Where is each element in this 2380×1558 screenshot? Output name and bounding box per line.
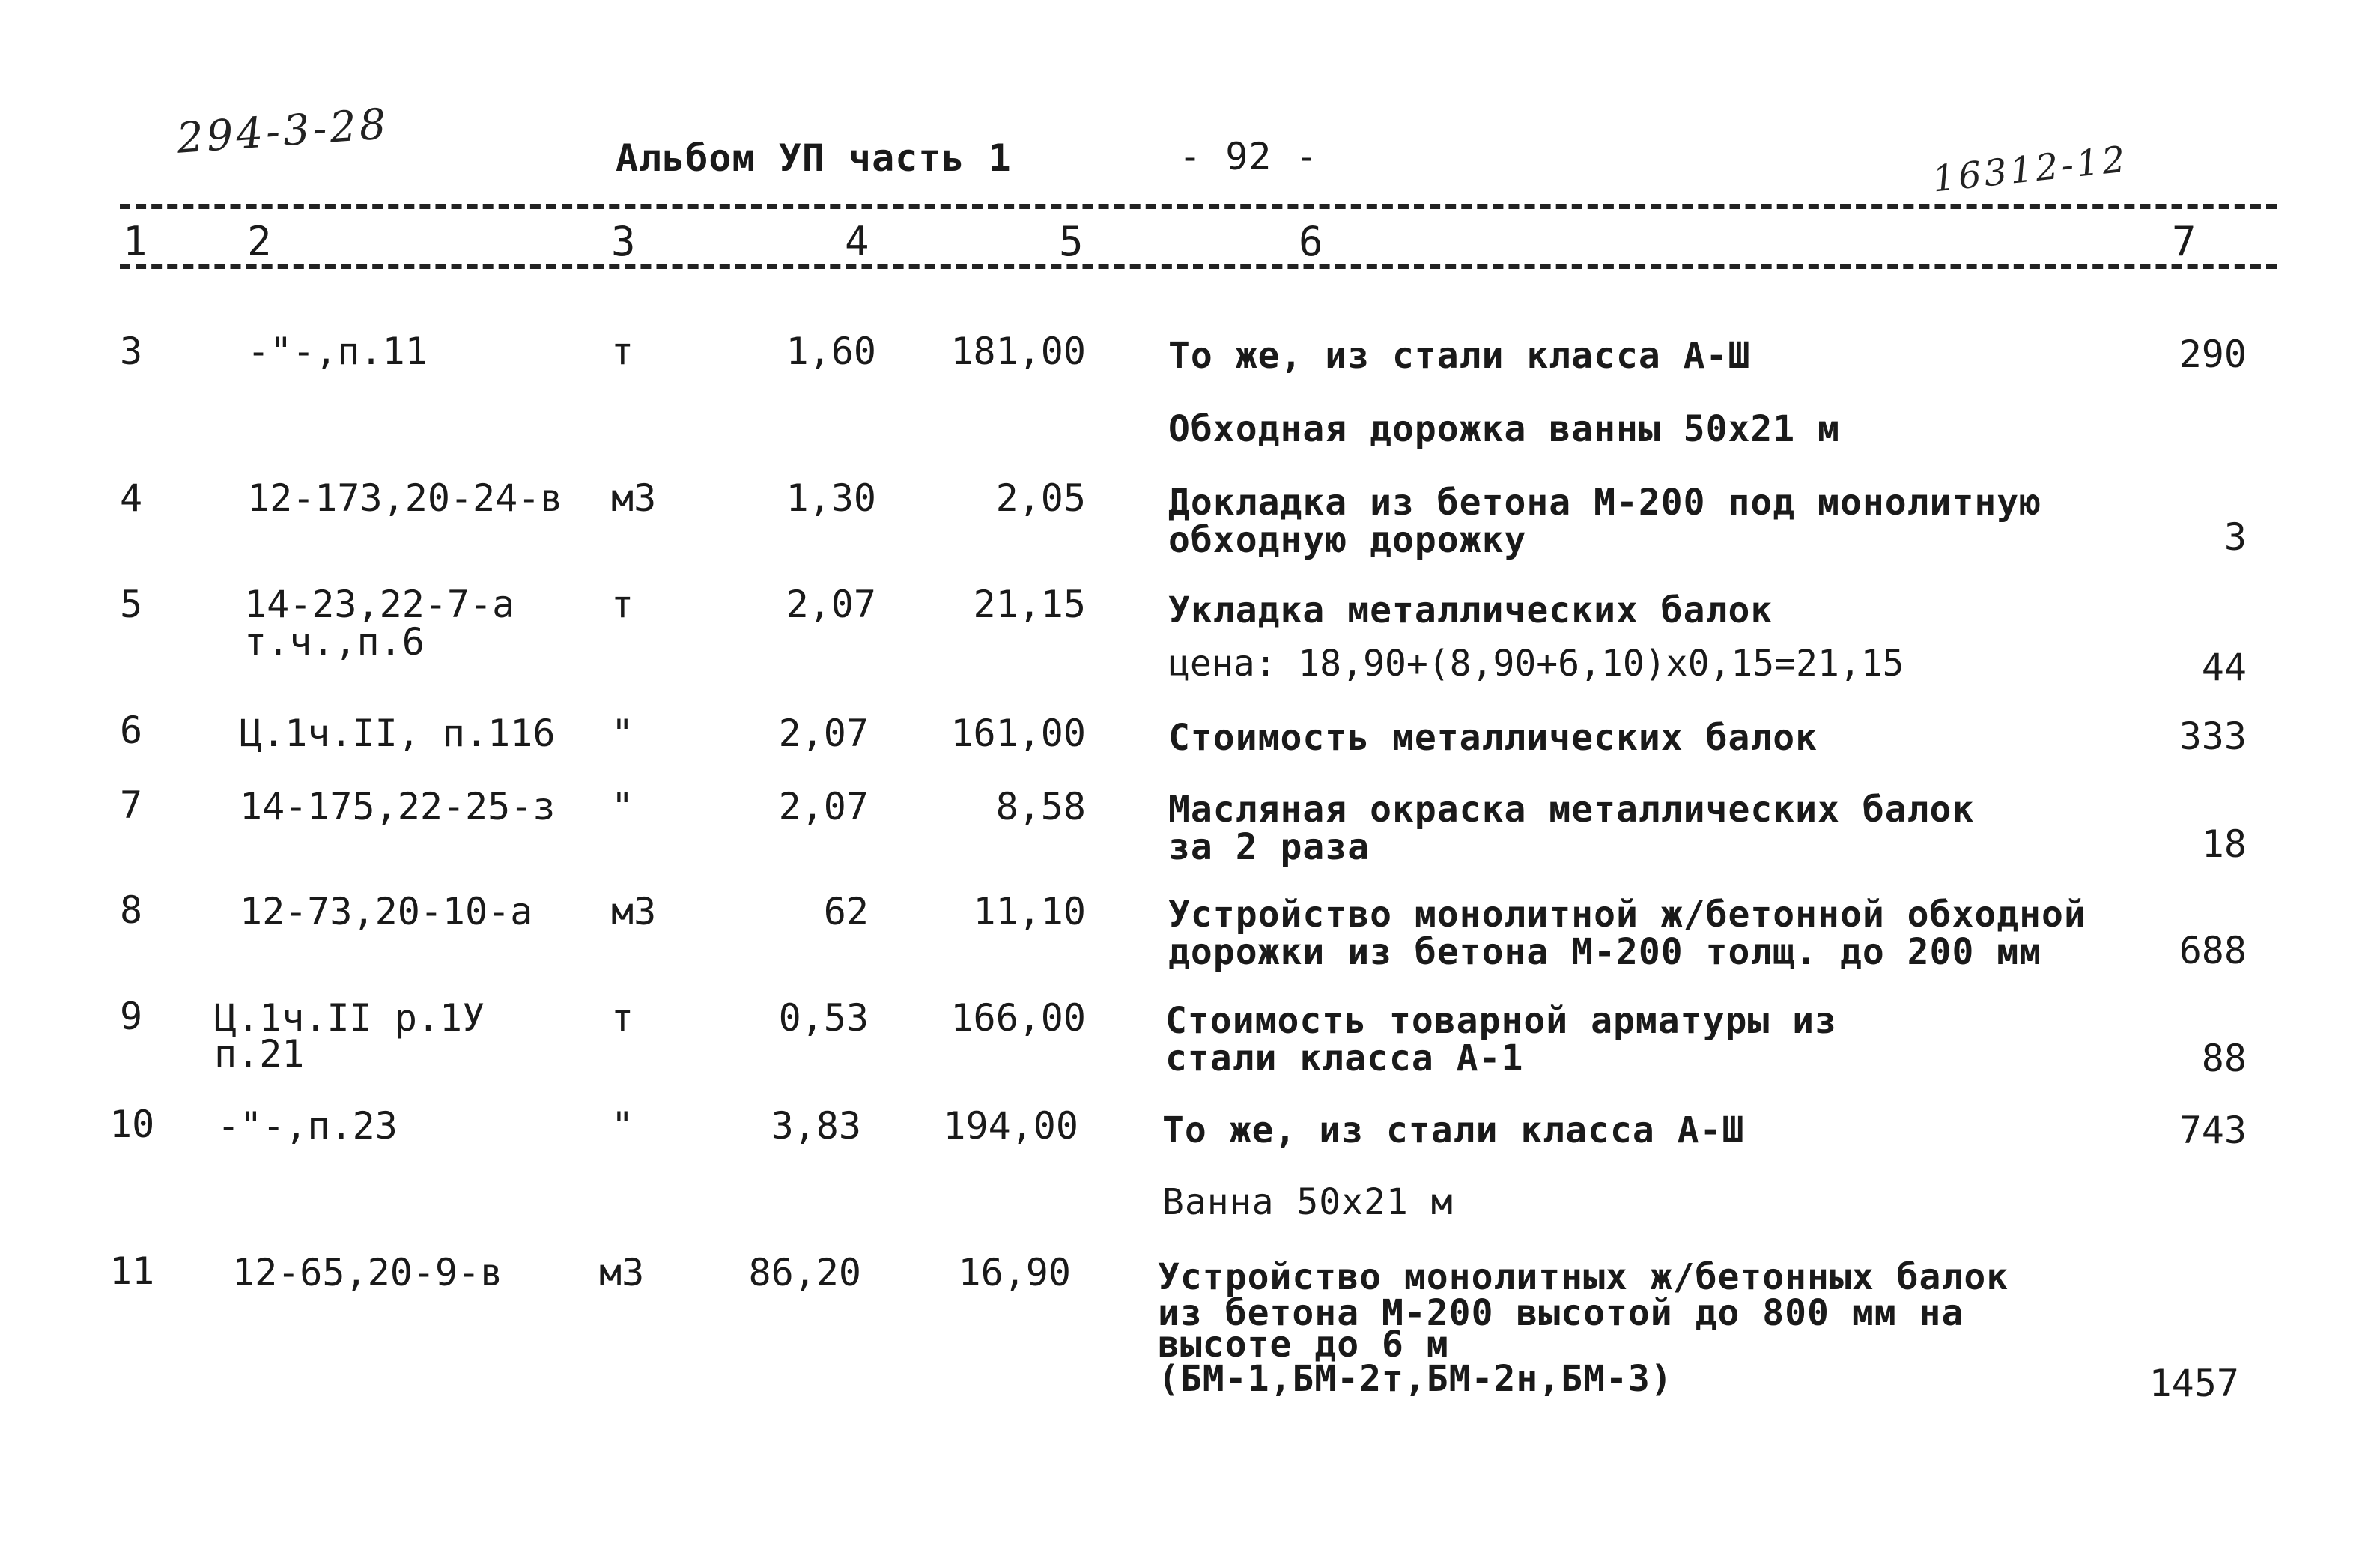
description-line: высоте до 6 м: [1158, 1324, 1449, 1365]
row-number: 8: [120, 888, 143, 932]
section-heading: Ванна 50x21 м: [1162, 1181, 1454, 1223]
row-number: 9: [120, 995, 143, 1038]
unit: м3: [599, 1251, 645, 1294]
description-line: за 2 раза: [1168, 826, 1370, 868]
reference-code: 14-175,22-25-з: [240, 785, 556, 828]
unit: ": [611, 712, 634, 755]
column-number: 1: [123, 218, 148, 265]
description-line: Укладка металлических балок: [1168, 589, 1773, 631]
description-line: стали класса А-1: [1165, 1037, 1524, 1079]
total: 688: [2179, 929, 2247, 972]
section-heading: Обходная дорожка ванны 50x21 м: [1168, 408, 1840, 450]
unit: т: [611, 330, 634, 373]
reference-code: -"-,п.11: [247, 330, 428, 373]
reference-code-extra: п.21: [214, 1032, 305, 1076]
row-number: 6: [120, 709, 143, 752]
handwritten-code-left: 294-3-28: [175, 100, 391, 163]
quantity: 3,83: [771, 1104, 861, 1148]
reference-code-extra: т.ч.,п.6: [244, 620, 425, 664]
quantity: 86,20: [748, 1251, 861, 1294]
reference-code: 12-73,20-10-а: [240, 890, 533, 933]
row-number: 11: [109, 1249, 155, 1293]
header-rule-top: [120, 204, 2277, 209]
reference-code: Ц.1ч.II, п.116: [240, 712, 556, 755]
description-line: Стоимость металлических балок: [1168, 717, 1818, 759]
unit-price: 194,00: [943, 1104, 1078, 1148]
total: 18: [2201, 822, 2247, 866]
reference-code: 14-23,22-7-а: [244, 583, 515, 626]
row-number: 7: [120, 783, 143, 827]
row-number: 3: [120, 330, 143, 373]
unit: т: [611, 996, 634, 1040]
page-number: - 92 -: [1179, 135, 1319, 178]
description-line: дорожки из бетона М-200 толщ. до 200 мм: [1168, 931, 2042, 973]
column-number: 2: [247, 218, 272, 265]
column-number: 4: [845, 218, 869, 265]
description-line: (БМ-1,БМ-2т,БМ-2н,БМ-3): [1158, 1358, 1673, 1400]
description-line: из бетона М-200 высотой до 800 мм на: [1158, 1292, 1964, 1334]
description-line: То же, из стали класса А-Ш: [1168, 335, 1751, 377]
description-line: То же, из стали класса А-Ш: [1162, 1109, 1745, 1151]
description-line: Масляная окраска металлических балок: [1168, 789, 1975, 831]
unit: ": [611, 785, 634, 828]
unit-price: 166,00: [950, 996, 1086, 1040]
header-rule-bottom: [120, 264, 2277, 269]
reference-code: -"-,п.23: [217, 1104, 398, 1148]
quantity: 2,07: [786, 583, 876, 626]
quantity: 62: [823, 890, 869, 933]
unit: т: [611, 583, 634, 626]
description-line: Стоимость товарной арматуры из: [1165, 1000, 1837, 1042]
total: 333: [2179, 715, 2247, 758]
price-calculation: цена: 18,90+(8,90+6,10)x0,15=21,15: [1168, 643, 1904, 685]
column-number: 5: [1059, 218, 1084, 265]
unit: м3: [611, 890, 657, 933]
unit-price: 2,05: [995, 476, 1086, 520]
unit-price: 11,10: [973, 890, 1086, 933]
quantity: 2,07: [778, 712, 869, 755]
column-number: 7: [2172, 218, 2197, 265]
description-line: Докладка из бетона М-200 под монолитную: [1168, 482, 2042, 524]
row-number: 5: [120, 583, 143, 626]
unit: м3: [611, 476, 657, 520]
unit-price: 21,15: [973, 583, 1086, 626]
album-title: Альбом УП часть 1: [616, 136, 1012, 180]
reference-code: Ц.1ч.II р.1У: [214, 996, 485, 1040]
total: 290: [2179, 333, 2247, 376]
column-number: 3: [611, 218, 636, 265]
reference-code: 12-173,20-24-в: [247, 476, 563, 520]
reference-code: 12-65,20-9-в: [232, 1251, 503, 1294]
unit-price: 181,00: [950, 330, 1086, 373]
total: 3: [2223, 515, 2247, 559]
unit-price: 16,90: [958, 1251, 1071, 1294]
total: 743: [2179, 1109, 2247, 1152]
unit-price: 161,00: [950, 712, 1086, 755]
quantity: 1,30: [786, 476, 876, 520]
total: 1457: [2149, 1362, 2239, 1405]
handwritten-code-right: 16312-12: [1930, 138, 2131, 201]
column-number: 6: [1299, 218, 1323, 265]
description-line: Устройство монолитных ж/бетонных балок: [1158, 1256, 2009, 1298]
description-line: обходную дорожку: [1168, 519, 1527, 561]
total: 44: [2201, 646, 2247, 689]
unit: ": [611, 1104, 634, 1148]
quantity: 2,07: [778, 785, 869, 828]
row-number: 10: [109, 1103, 155, 1146]
total: 88: [2201, 1037, 2247, 1080]
quantity: 1,60: [786, 330, 876, 373]
quantity: 0,53: [778, 996, 869, 1040]
description-line: Устройство монолитной ж/бетонной обходной: [1168, 894, 2086, 936]
unit-price: 8,58: [995, 785, 1086, 828]
row-number: 4: [120, 476, 143, 520]
